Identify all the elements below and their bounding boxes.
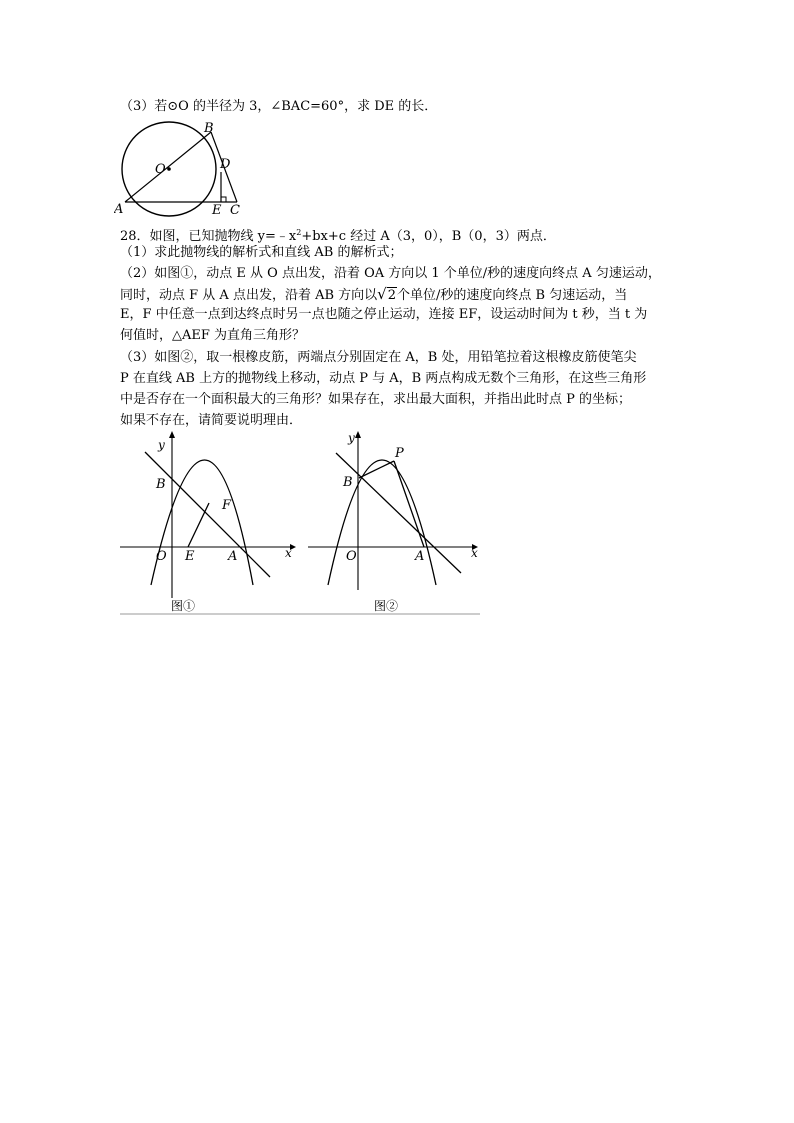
fig2-B-label: B: [343, 475, 353, 490]
fig1-E-label: E: [185, 549, 195, 564]
q28-part3-line1: （3）如图②，取一根橡皮筋，两端点分别固定在 A，B 处，用铅笔拉着这根橡皮筋使笔尖: [120, 350, 637, 365]
q27-part3-text: （3）若⊙O 的半径为 3，∠BAC=60°，求 DE 的长．: [120, 99, 438, 114]
fig1-A-label: A: [228, 549, 238, 564]
label-E: E: [212, 203, 222, 218]
figure-1: [120, 431, 296, 613]
fig1-F-label: F: [222, 498, 232, 513]
q28-stem-b: +bx+c 经过 A（3，0），B（0，3）两点．: [301, 229, 556, 244]
q28-part1: （1）求此抛物线的解析式和直线 AB 的解析式；: [120, 245, 403, 260]
label-C: C: [230, 203, 240, 218]
fig2-y-label: y: [348, 431, 355, 445]
label-B: B: [204, 121, 214, 136]
q28-part2-line2: [120, 284, 627, 306]
q28-part2-line1: （2）如图①，动点 E 从 O 点出发，沿着 OA 方向以 1 个单位/秒的速度向终点 A 匀速运动，: [120, 266, 661, 281]
fig2-caption: 图②: [374, 599, 399, 613]
q28-part2-line2b: 个单位/秒的速度向终点 B 匀速运动，当: [397, 288, 628, 303]
fig2-O-label: O: [346, 549, 357, 564]
fig1-x-label: x: [285, 546, 292, 560]
label-A: A: [114, 202, 124, 217]
q28-part2-line2a: 同时，动点 F 从 A 点出发，沿着 AB 方向以: [120, 288, 378, 303]
q28-part2-line4: 何值时，△AEF 为直角三角形？: [120, 328, 306, 343]
q28-part2-line3: E，F 中任意一点到达终点时另一点也随之停止运动，连接 EF，设运动时间为 t 秒，当 t 为: [120, 307, 648, 322]
fig2-x-label: x: [471, 546, 478, 560]
parabola-figures: [118, 430, 482, 616]
sqrt-sign: √: [377, 285, 387, 303]
q28-stem-a: 28．如图，已知抛物线 y=﹣x: [120, 229, 297, 244]
q28-part3-line3: 中是否存在一个面积最大的三角形？如果存在，求出最大面积，并指出此时点 P 的坐标；: [120, 392, 632, 407]
fig1-O-label: O: [156, 549, 167, 564]
label-O: O: [155, 162, 166, 177]
figure-2: [308, 431, 478, 613]
fig1-B-label: B: [156, 477, 166, 492]
fig1-caption: 图①: [171, 599, 196, 613]
q28-part3-line4: 如果不存在，请简要说明理由．: [120, 413, 303, 428]
circle-figure: [114, 118, 244, 218]
fig2-P-label: P: [395, 446, 404, 461]
fig2-A-label: A: [415, 549, 425, 564]
label-D: D: [220, 157, 231, 172]
q28-stem-sup: 2: [296, 228, 302, 237]
fig1-y-label: y: [158, 438, 165, 452]
sqrt-radicand: 2: [387, 288, 396, 303]
q28-part3-line2: P 在直线 AB 上方的抛物线上移动，动点 P 与 A，B 两点构成无数个三角形，在这些三角形: [120, 371, 647, 386]
